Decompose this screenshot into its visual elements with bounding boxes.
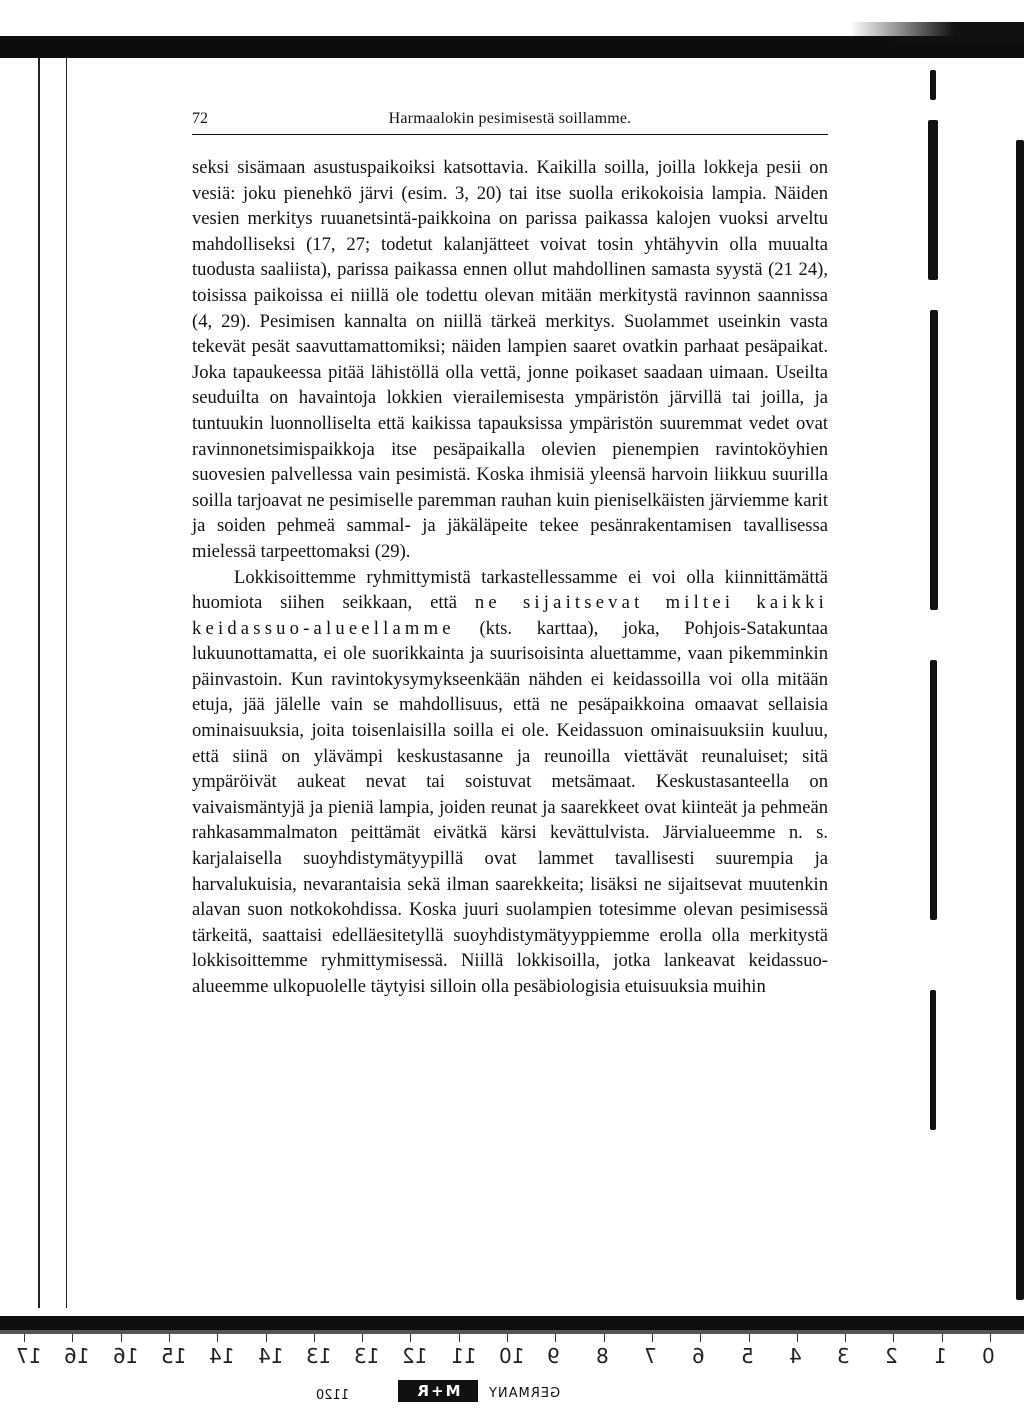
- ruler-label: 4: [789, 1344, 802, 1368]
- ruler-tick: [410, 1334, 411, 1342]
- ruler-tick: [942, 1334, 943, 1342]
- ruler-label: 16: [64, 1344, 90, 1368]
- ruler-label: 0: [982, 1344, 995, 1368]
- page-header: [192, 108, 828, 135]
- ruler-label: 11: [451, 1344, 477, 1368]
- ruler-label: 12: [402, 1344, 428, 1368]
- ruler-mark-left: 1120: [316, 1388, 350, 1403]
- scan-mark-right-4: [930, 660, 937, 920]
- paragraph-2: [192, 565, 828, 1000]
- ruler-label: 6: [692, 1344, 705, 1368]
- ruler-tick: [845, 1334, 846, 1342]
- ruler-label: 1: [934, 1344, 947, 1368]
- ruler-label: 8: [596, 1344, 609, 1368]
- ruler-tick: [990, 1334, 991, 1342]
- paragraph-1: seksi sisämaan asustuspaikoiksi katsottavia. Kaikilla soilla, joilla lokkeja pesii on vesiä: joku pienehkö järvi (esim. 3, 20) tai itse suolla erikokoisia lampia. Näiden vesien merkitys ruuanetsintä-paikkoina on parissa paikassa kalojen vuoksi arveltu mahdolliseksi (17, 27; todetut kalanjätteet voivat tosin yhtähyvin olla muualta tuodusta saaliista), parissa paikassa ennen ollut mahdollinen samasta syystä (21 24), toisissa paikoissa ei niillä ole todettu olevan mitään merkitystä ravinnon saannissa (4, 29). Pesimisen kannalta on niillä tärkeä merkitys. Suolammet useinkin vasta tekevät pesät saavuttamattomiksi; näiden lampien saaret ovatkin parhaat pesäpaikat. Joka tapaukeessa pitää lähistöllä olla vettä, jonne poikaset saadaan uimaan. Useilta seuduilta on havaintoja lokkien vierailemisesta ympäristön järvillä tai joilla, ja tuntuukin luonnolliselta että kaikissa tapauksissa ympäristön suuremmat vedet ovat ravinnonetsimispaikkoja itse pesäpaikalla olevien pienempien ravintoköyhien suovesien palvellessa vain pesimistä. Koska ihmisiä yleensä harvoin liikkuu suurilla soilla tarjoavat ne pesimiselle paremman rauhan kuin pieniselkäisten järviemme karit ja soiden pehmeä sammal- ja jäkäläpeite tekee pesänrakentamisen tavallisessa mielessä tarpeettomaksi (29).: [192, 157, 828, 562]
- ruler-tick: [555, 1334, 556, 1342]
- ruler-label: 14: [258, 1344, 284, 1368]
- ruler-tick: [507, 1334, 508, 1342]
- ruler-label: 13: [354, 1344, 380, 1368]
- ruler-label: 10: [499, 1344, 525, 1368]
- ruler-mark-right: GERMANY: [488, 1386, 561, 1401]
- ruler-label: 13: [306, 1344, 332, 1368]
- ruler-label: 9: [547, 1344, 560, 1368]
- ruler-label: 7: [644, 1344, 657, 1368]
- paragraph-2-rest: (kts. karttaa), joka, Pohjois-Satakuntaa lukuunottamatta, ei ole suorikkainta ja suurisoisinta aluettamme, vaan pikemminkin päinvastoin. Kun ravintokysymykseenkään nähden ei keidassoilla voi olla mitään etuja, jää jälelle vain se mahdollisuus, että ne pesäpaikkoina omaavat sellaisia ominaisuuksia, joita toisenlaisilla soilla ei ole. Keidassuon ominaisuuksiin kuuluu, että siinä on ylävämpi keskustasanne ja reunoilla viettävät reunaluiset; sitä ympäröivät aukeat nevat tai soistuvat metsämaat. Keskustasanteella on vaivaismäntyjä ja pieniä lampia, joiden reunat ja saarekkeet ovat kiinteät ja pehmeän rahkasammalmaton peittämät eivätkä kärsi kevättulvista. Järvialueemme n. s. karjalaisella suoyhdistymätyypillä ovat lammet tavallisesti suurempia ja harvalukuisia, nevarantaisia sekä ilman saarekkeita; lisäksi ne sijaitsevat muutenkin alavan suon notkokohdissa. Koska juuri suolampien totesimme olevan pesimisessä tärkeitä, saattaisi edelläesitetyllä suoyhdistymätyyppiemme erolla olla merkitystä lokkisoittemme ryhmittymisessä. Niillä lokkisoilla, jotka lankeavat keidassuo-alueemme ulkopuolelle täytyisi silloin olla pesäbiologisia etuisuuksia muihin: [192, 617, 828, 997]
- ruler-tick: [24, 1334, 25, 1342]
- body-text: [192, 155, 828, 1000]
- ruler-tick: [604, 1334, 605, 1342]
- ruler-label: 2: [885, 1344, 898, 1368]
- ruler-tick: [266, 1334, 267, 1342]
- ruler-tick: [72, 1334, 73, 1342]
- scan-edge-left-1: [38, 58, 40, 1308]
- ruler-tick: [314, 1334, 315, 1342]
- paragraph-2-emphasis: ne sijaitsevat miltei kaikki keidassuo-alueellamme: [192, 592, 828, 639]
- ruler-tick: [749, 1334, 750, 1342]
- ruler-tick: [893, 1334, 894, 1342]
- scan-mark-right-6: [1016, 140, 1024, 1300]
- ruler-tick: [169, 1334, 170, 1342]
- ruler-tick: [700, 1334, 701, 1342]
- ruler-label: 14: [209, 1344, 235, 1368]
- ruler-tick: [121, 1334, 122, 1342]
- ruler-tick: [797, 1334, 798, 1342]
- ruler-tick: [217, 1334, 218, 1342]
- ruler-label: 17: [16, 1344, 42, 1368]
- scan-edge-left-2: [66, 58, 67, 1308]
- scan-mark-right-3: [930, 310, 938, 610]
- scan-border-bottom-grey: [0, 1330, 1024, 1334]
- ruler-label: 15: [161, 1344, 187, 1368]
- ruler-logo: M+R: [398, 1380, 478, 1402]
- scan-mark-right-1: [930, 70, 936, 100]
- ruler-label: 16: [113, 1344, 139, 1368]
- scan-mark-right-2: [928, 120, 938, 280]
- ruler-label: 3: [837, 1344, 850, 1368]
- page-number: 72: [192, 110, 208, 127]
- scan-border-top-shadow: [850, 22, 1024, 42]
- ruler-label: 5: [741, 1344, 754, 1368]
- ruler-tick: [362, 1334, 363, 1342]
- scan-border-bottom: [0, 1316, 1024, 1330]
- paragraph-2-start: Lokkisoittemme ryhmittymistä tarkastellessamme ei voi olla kiinnittämättä huomiota siihen seikkaan, että: [192, 566, 828, 614]
- ruler-tick: [652, 1334, 653, 1342]
- ruler-tick: [459, 1334, 460, 1342]
- running-title: Harmaalokin pesimisestä soillamme.: [388, 110, 632, 127]
- scan-mark-right-5: [930, 990, 936, 1130]
